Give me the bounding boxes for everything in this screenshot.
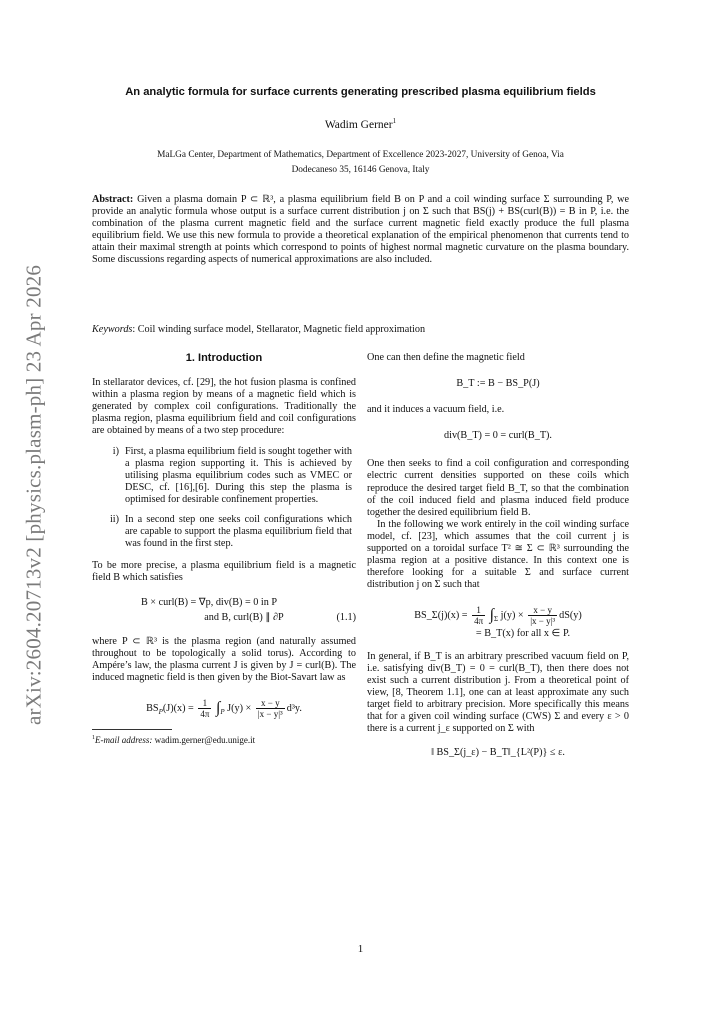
author-footnote-mark: 1 — [392, 117, 397, 125]
biot-savart-equation — [92, 698, 356, 719]
eq-lhs: BS_Σ(j)(x) = — [414, 610, 468, 622]
fraction-numerator: x − y — [528, 605, 557, 616]
list-item-label: ii) — [109, 514, 119, 526]
arxiv-watermark — [14, 240, 54, 750]
list-item — [92, 446, 356, 506]
paragraph: where P ⊂ ℝ³ is the plasma region (and naturally assumed throughout to be topologically a solid torus). According to Ampére’s law, the plasma current J is given by J = curl(B). The induced magnetic field is then given by the Biot-Savart law as — [92, 635, 356, 683]
right-column — [367, 352, 629, 769]
paragraph: In general, if B_T is an arbitrary prescribed vacuum field on P, i.e. satisfying div(B_T) = 0 = curl(B_T), then there does not exist such a current distribution j. From a theoretical point of view, [8, Theorem 1.1], one can at least approximate any such target field to arbitrary precision. More specifically this means that for a given coil winding surface (CWS) Σ and every ε > 0 there is a current j_ε supported on Σ with — [367, 650, 629, 735]
paragraph: To be more precise, a plasma equilibrium field is a magnetic field B which satisfies — [92, 560, 356, 584]
page-number: 1 — [357, 943, 364, 955]
footnote-label: E-mail address: — [95, 735, 153, 746]
list-item-label: i) — [112, 445, 119, 457]
eq-body: J(y) × — [227, 702, 252, 714]
abstract — [92, 194, 629, 267]
footnote-email: wadim.gerner@edu.unige.it — [152, 735, 256, 746]
fraction — [528, 605, 557, 626]
fraction-denominator: 4π — [474, 616, 484, 627]
surface-current-equation — [367, 605, 629, 640]
keywords-text: : Coil winding surface model, Stellarator, Magnetic field approximation — [132, 324, 426, 335]
integral-domain: Σ — [494, 615, 499, 624]
paragraph: In stellarator devices, cf. [29], the hot fusion plasma is confined within a plasma region by means of a magnetic field which is generated by complex coil configurations. Traditionally the plasma region, plasma equilibrium field and coil configurations are obtained by means of a two step procedure: — [92, 377, 356, 437]
paragraph: One then seeks to find a coil configuration and corresponding electric current densities supported on these coils which reproduce the desired target field B_T, so that the combination of the coil induced field and plasma induced field produce together the desired equilibrium field B. — [367, 458, 629, 518]
eq-lhs-rest: (J)(x) = — [162, 702, 194, 714]
fraction-denominator: 4π — [200, 709, 210, 720]
list-item — [92, 514, 356, 550]
approximation-equation: ‖ BS_Σ(j_ε) − B_T‖_{L²(P)} ≤ ε. — [431, 747, 565, 759]
equation-1-1 — [92, 597, 356, 624]
paragraph: One can then define the magnetic field — [367, 352, 525, 363]
affiliation — [92, 148, 629, 178]
integral-sign: ∫ — [215, 699, 221, 717]
fraction — [198, 698, 211, 719]
fraction-denominator: |x − y|³ — [530, 616, 556, 627]
section-heading: 1. Introduction — [185, 352, 263, 364]
affiliation-line-1: MaLGa Center, Department of Mathematics, Department of Excellence 2023-2027, University of Genoa, Via — [157, 150, 564, 160]
paper-title: An analytic formula for surface currents generating prescribed plasma equilibrium fields — [125, 86, 596, 98]
fraction — [256, 698, 285, 719]
equation-number: (1.1) — [336, 611, 356, 623]
integral-domain: P — [220, 707, 225, 716]
keywords — [92, 324, 425, 335]
eq-end: d³y. — [286, 702, 302, 714]
fraction-numerator: 1 — [198, 698, 211, 709]
equation-line — [367, 605, 629, 626]
footnote-rule — [92, 729, 172, 730]
equation-line: = B_T(x) for all x ∈ P. — [475, 628, 571, 640]
equation-line — [92, 612, 356, 624]
integral-sign: ∫ — [489, 606, 495, 624]
author-line — [60, 117, 661, 131]
abstract-text: Given a plasma domain P ⊂ ℝ³, a plasma equilibrium field B on P and a coil winding surface Σ surrounding P, we provide an analytic formula whose output is a surface current distribution j on Σ such that BS(j) + BS(curl(B)) = B in P, i.e. the combination of the plasma current magnetic field and the surface current magnetic field exactly produce the full plasma equilibrium field. We use this new formula to provide a theoretical explanation of the empirical phenomenon that currents tend to attain their maximal strength at points which correspond to points of highest normal magnetic curvature on the plasma boundary. Some discussions regarding aspects of numerical approximations are also included. — [92, 194, 629, 266]
list-item-text: First, a plasma equilibrium field is sought together with a plasma region supporting it. This is achieved by utilising plasma equilibrium codes such as VMEC or DESC, cf. [16],[6]. During this step the plasma is optimised for desirable confinement properties. — [125, 445, 352, 505]
equation-text: and B, curl(B) ∥ ∂P — [204, 611, 284, 623]
footnote-mark: 1 — [92, 735, 95, 742]
fraction — [472, 605, 485, 626]
list-item-text: In a second step one seeks coil configurations which are capable to support the plasma equilibrium field that was found in the first step. — [125, 514, 352, 550]
eq-end: dS(y) — [559, 610, 582, 622]
fraction-denominator: |x − y|³ — [257, 709, 283, 720]
paragraph: In the following we work entirely in the coil winding surface model, cf. [23], which assumes that the coil current j is supported on a toroidal surface T² ≅ Σ ⊂ ℝ³ surrounding the plasma region at a positive distance. In this context one is therefore looking for a suitable Σ and surface current distribution j on Σ such that — [367, 518, 629, 591]
target-field-equation: B_T := B − BS_P(J) — [456, 378, 540, 390]
author-name: Wadim Gerner — [324, 118, 393, 131]
fraction-numerator: 1 — [472, 605, 485, 616]
keywords-label: Keywords — [92, 324, 133, 335]
paragraph: and it induces a vacuum field, i.e. — [367, 404, 505, 416]
affiliation-line-2: Dodecaneso 35, 16146 Genova, Italy — [291, 165, 430, 175]
arxiv-id: arXiv:2604.20713v2 [physics.plasm-ph] 23 Apr 2026 — [21, 264, 46, 726]
footnote — [92, 733, 356, 746]
eq-sub: P — [158, 707, 163, 716]
left-column — [92, 352, 356, 746]
eq-lhs: BS — [146, 702, 159, 714]
fraction-numerator: x − y — [256, 698, 285, 709]
equation-line: B × curl(B) = ∇p, div(B) = 0 in P — [140, 596, 278, 608]
vacuum-field-equation: div(B_T) = 0 = curl(B_T). — [444, 430, 552, 442]
eq-body: j(y) × — [500, 610, 524, 622]
abstract-label: Abstract: — [92, 194, 134, 205]
